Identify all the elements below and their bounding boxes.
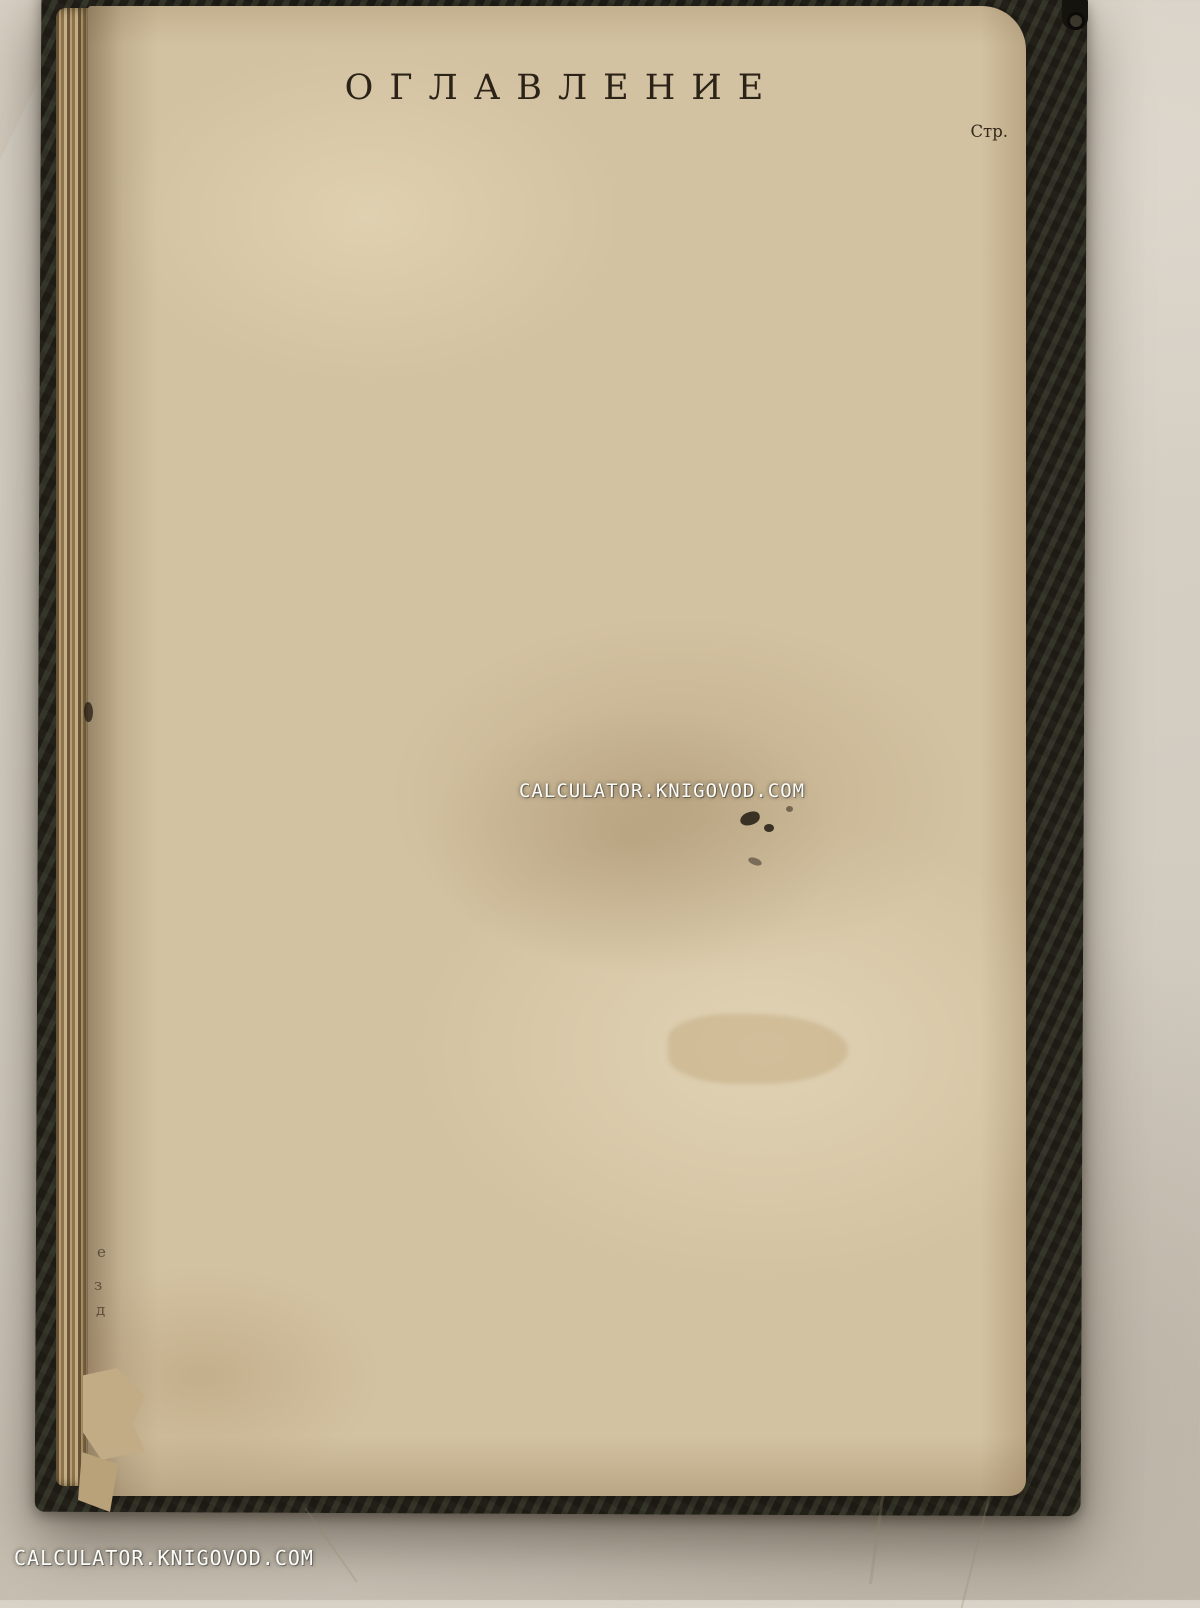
watermark: CALCULATOR.KNIGOVOD.COM xyxy=(519,780,806,802)
book-page xyxy=(88,6,1026,1496)
page-block-edges xyxy=(56,8,92,1486)
table-of-contents xyxy=(88,6,1026,1496)
ink-blot xyxy=(764,824,774,832)
page-column-header: Стр. xyxy=(970,122,1008,141)
watermark: CALCULATOR.KNIGOVOD.COM xyxy=(14,1546,314,1570)
margin-mark: д xyxy=(96,1301,106,1319)
margin-mark: е xyxy=(97,1243,106,1261)
margin-mark: з xyxy=(94,1276,103,1294)
ink-blot xyxy=(786,806,793,812)
table-vein xyxy=(304,1508,357,1583)
book-clasp xyxy=(1062,0,1088,30)
ink-blot xyxy=(84,702,93,722)
page-title: ОГЛАВЛЕНИЕ xyxy=(344,68,780,108)
